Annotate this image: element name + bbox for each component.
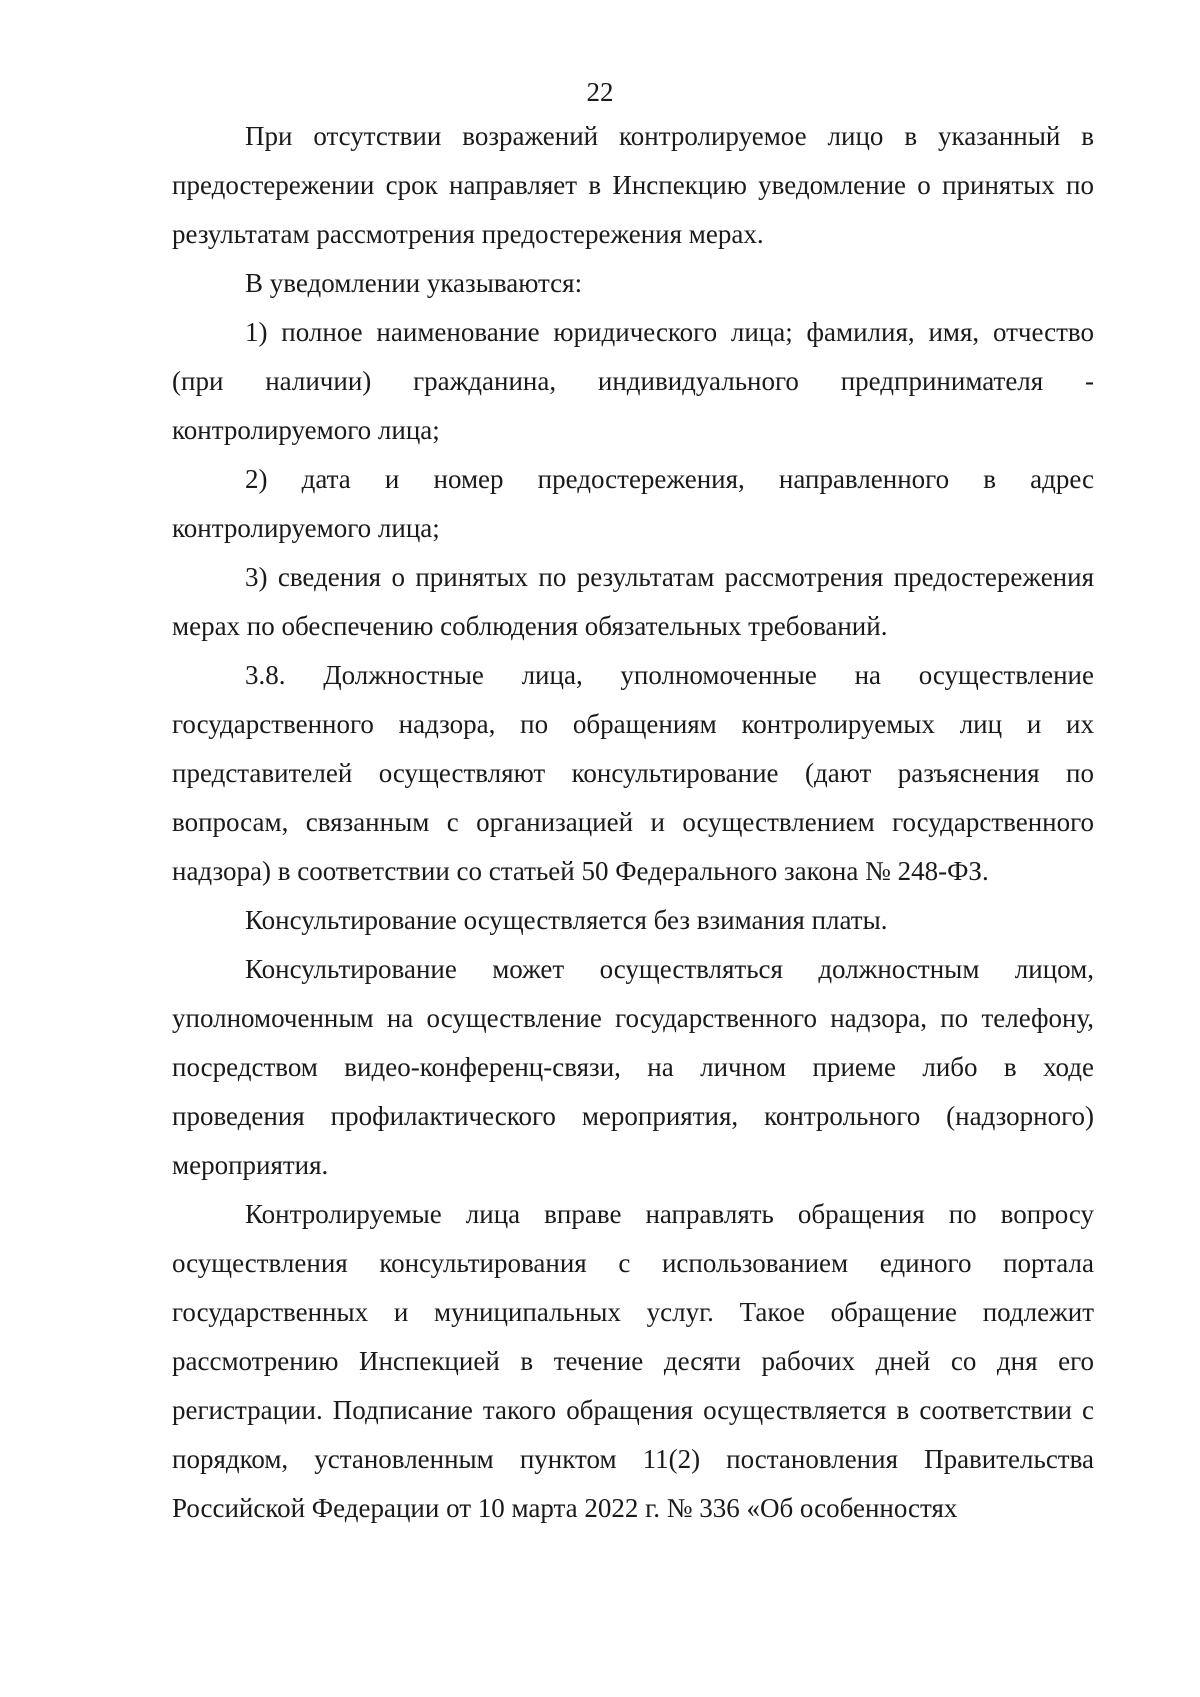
list-item-3-measures-taken: 3) сведения о принятых по результатам рассмотрения предостережения мерах по обеспечению соблюдения обязательных требований. — [172, 562, 1094, 641]
paragraph-section-3-8: 3.8. Должностные лица, уполномоченные на осуществление государственного надзора, по обращениям контролируемых лиц и их представителей осуществляют консультирование (дают разъяснения по вопросам, связанным с организацией и осуществлением государственного надзора) в соответствии со статьей 50 Федерального закона № 248-ФЗ. — [172, 660, 1094, 886]
list-item-2-date-and-number: 2) дата и номер предостережения, направленного в адрес контролируемого лица; — [172, 464, 1094, 543]
paragraph-consulting-free: Консультирование осуществляется без взимания платы. — [245, 905, 888, 935]
paragraph-no-objections-notice: При отсутствии возражений контролируемое лицо в указанный в предостережении срок направляет в Инспекцию уведомление о принятых по результатам рассмотрения предостережения мерах. — [172, 121, 1094, 249]
list-item-1-full-name: 1) полное наименование юридического лица; фамилия, имя, отчество (при наличии) гражданина, индивидуального предпринимателя - контролируемого лица; — [172, 317, 1094, 445]
paragraph-consulting-portal-requests: Контролируемые лица вправе направлять обращения по вопросу осуществления консультирования с использованием единого портала государственных и муниципальных услуг. Такое обращение подлежит рассмотрению Инспекцией в течение десяти рабочих дней со дня его регистрации. Подписание такого обращения осуществляется в соответствии с порядком, установленным пунктом 11(2) постановления Правительства Российской Федерации от 10 марта 2022 г. № 336 «Об особенностях — [172, 1199, 1094, 1523]
document-body — [172, 112, 1094, 1533]
paragraph-notice-contents-intro: В уведомлении указываются: — [245, 268, 583, 298]
page-number: 22 — [586, 77, 614, 107]
paragraph-consulting-channels: Консультирование может осуществляться должностным лицом, уполномоченным на осуществление государственного надзора, по телефону, посредством видео-конференц-связи, на личном приеме либо в ходе проведения профилактического мероприятия, контрольного (надзорного) мероприятия. — [172, 954, 1094, 1180]
